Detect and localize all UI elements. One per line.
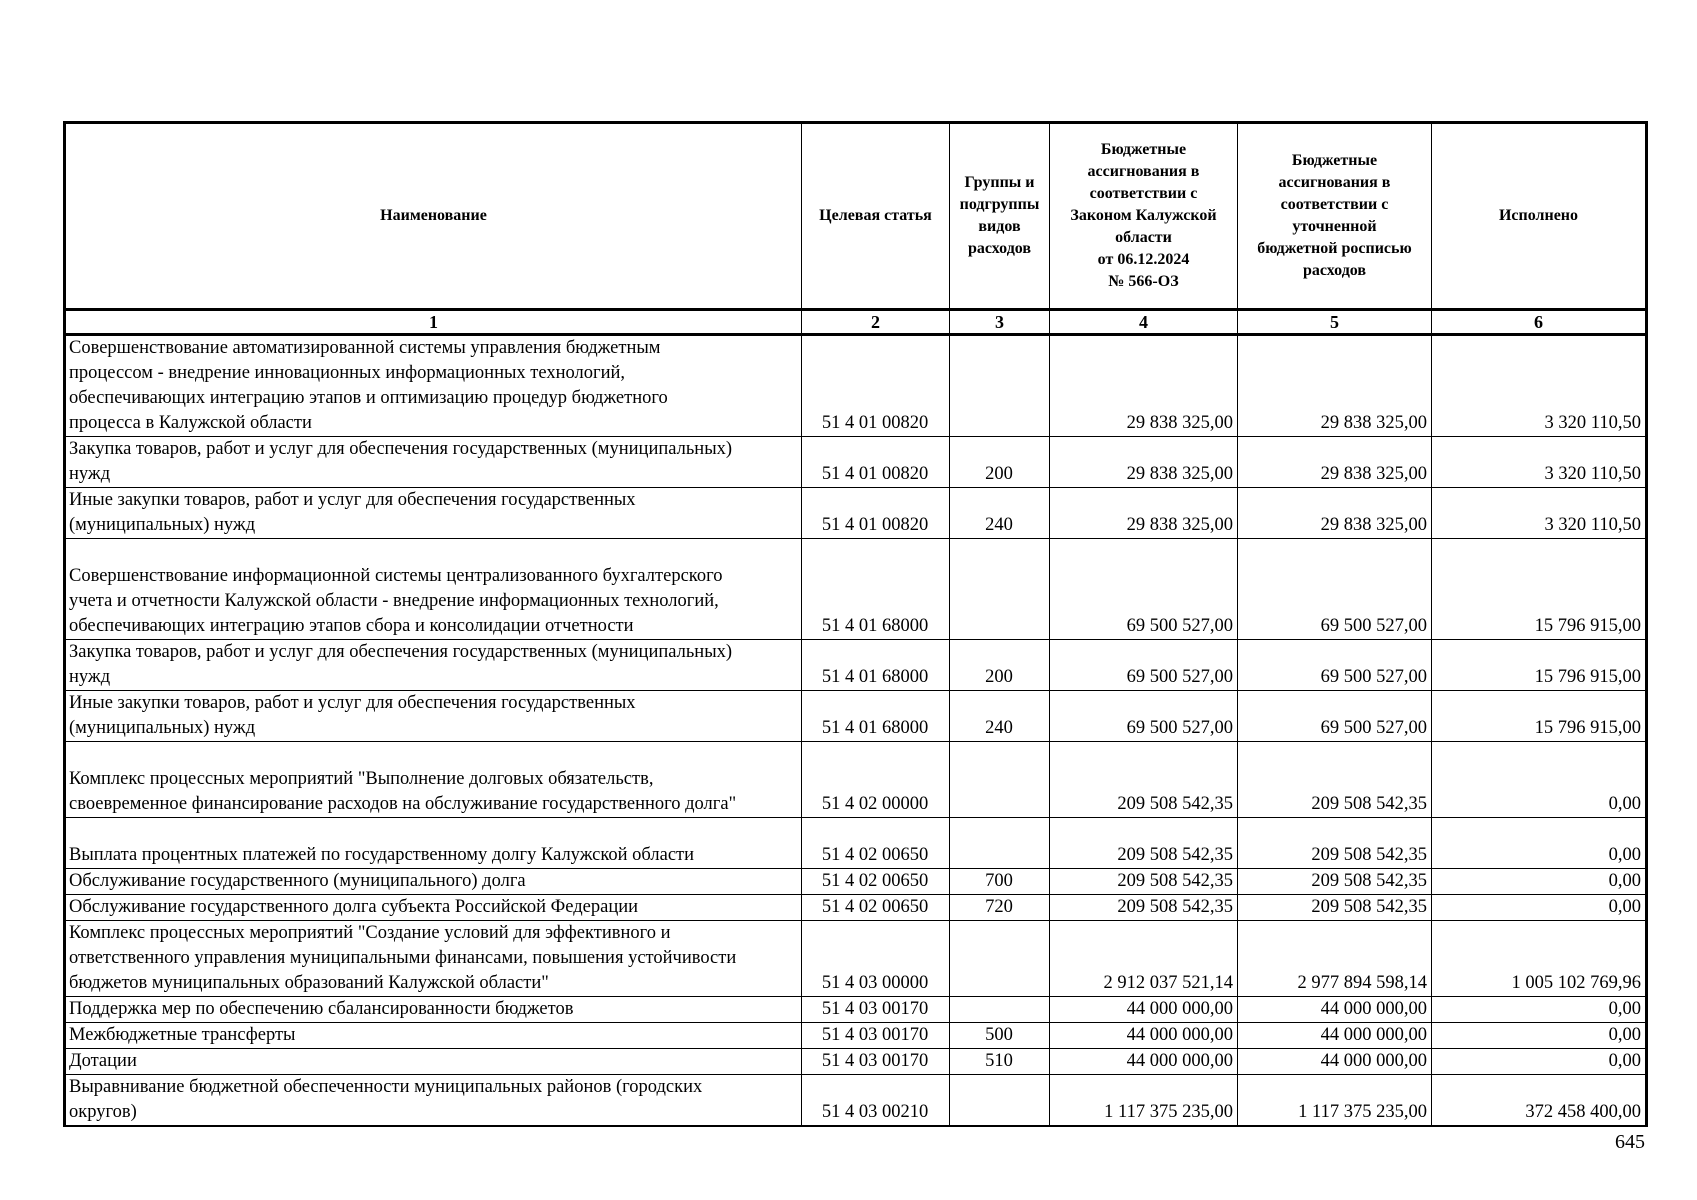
row-name <box>65 437 802 488</box>
row-name-line: нужд <box>69 667 111 687</box>
row-law-amount: 209 508 542,35 <box>1050 895 1238 921</box>
row-name <box>65 895 802 921</box>
row-name-line: Совершенствование автоматизированной системы управления бюджетным <box>69 338 661 358</box>
row-law-amount: 29 838 325,00 <box>1050 335 1238 437</box>
row-name-line: ответственного управления муниципальными финансами, повышения устойчивости <box>69 948 737 968</box>
column-number: 1 <box>65 310 802 335</box>
header-groups-line: Группы и <box>964 174 1035 191</box>
header-target-article: Целевая статья <box>802 123 950 310</box>
header-executed: Исполнено <box>1432 123 1647 310</box>
header-refined-line: соответствии с <box>1280 196 1389 213</box>
row-refined-amount: 69 500 527,00 <box>1238 640 1432 691</box>
row-name <box>65 1049 802 1075</box>
row-name-line <box>69 818 797 843</box>
row-target-article: 51 4 03 00170 <box>802 1049 950 1075</box>
row-law-amount: 69 500 527,00 <box>1050 691 1238 742</box>
header-refined-line: Бюджетные <box>1291 152 1378 169</box>
row-refined-amount: 1 117 375 235,00 <box>1238 1075 1432 1127</box>
row-target-article: 51 4 02 00650 <box>802 818 950 869</box>
row-law-amount: 69 500 527,00 <box>1050 539 1238 640</box>
row-group: 500 <box>950 1023 1050 1049</box>
row-executed-amount: 372 458 400,00 <box>1432 1075 1647 1127</box>
row-name <box>65 640 802 691</box>
row-target-article: 51 4 03 00210 <box>802 1075 950 1127</box>
row-law-amount: 29 838 325,00 <box>1050 488 1238 539</box>
row-group: 700 <box>950 869 1050 895</box>
row-executed-amount: 0,00 <box>1432 818 1647 869</box>
row-name-line <box>69 742 797 767</box>
row-law-amount: 209 508 542,35 <box>1050 818 1238 869</box>
row-group <box>950 921 1050 997</box>
row-target-article: 51 4 01 68000 <box>802 539 950 640</box>
column-number: 5 <box>1238 310 1432 335</box>
row-target-article: 51 4 01 00820 <box>802 335 950 437</box>
row-name-line: процессом - внедрение инновационных информационных технологий, <box>69 363 625 383</box>
header-groups-line: видов <box>978 218 1021 235</box>
row-refined-amount: 209 508 542,35 <box>1238 869 1432 895</box>
budget-table <box>63 121 1648 1127</box>
row-name-line: Закупка товаров, работ и услуг для обеспечения государственных (муниципальных) <box>69 439 733 459</box>
row-name-line: Комплекс процессных мероприятий "Выполнение долговых обязательств, <box>69 769 654 789</box>
table-row <box>65 1075 1647 1127</box>
row-name-line: Обслуживание государственного долга субъекта Российской Федерации <box>69 897 639 917</box>
row-executed-amount: 15 796 915,00 <box>1432 691 1647 742</box>
row-name-line: округов) <box>69 1102 137 1122</box>
row-group: 200 <box>950 437 1050 488</box>
row-refined-amount: 44 000 000,00 <box>1238 997 1432 1023</box>
row-target-article: 51 4 02 00000 <box>802 742 950 818</box>
table-body <box>65 335 1647 1127</box>
header-law-line: ассигнования в <box>1087 163 1200 180</box>
row-executed-amount: 0,00 <box>1432 1023 1647 1049</box>
table-row <box>65 818 1647 869</box>
row-group <box>950 1075 1050 1127</box>
header-groups-line: подгруппы <box>959 196 1040 213</box>
header-refined-line: расходов <box>1302 262 1367 279</box>
column-number: 6 <box>1432 310 1647 335</box>
row-name-line: Поддержка мер по обеспечению сбалансированности бюджетов <box>69 999 574 1019</box>
row-refined-amount: 209 508 542,35 <box>1238 895 1432 921</box>
row-name <box>65 488 802 539</box>
page-number: 645 <box>1615 1131 1645 1153</box>
row-law-amount: 2 912 037 521,14 <box>1050 921 1238 997</box>
row-law-amount: 29 838 325,00 <box>1050 437 1238 488</box>
row-executed-amount: 0,00 <box>1432 997 1647 1023</box>
row-executed-amount: 0,00 <box>1432 1049 1647 1075</box>
row-refined-amount: 69 500 527,00 <box>1238 539 1432 640</box>
header-refined-line: бюджетной росписью <box>1257 240 1412 257</box>
table-row <box>65 921 1647 997</box>
header-name: Наименование <box>65 123 802 310</box>
row-refined-amount: 29 838 325,00 <box>1238 488 1432 539</box>
row-name <box>65 691 802 742</box>
row-name <box>65 335 802 437</box>
row-name-line: своевременное финансирование расходов на обслуживание государственного долга" <box>69 794 737 814</box>
row-name <box>65 921 802 997</box>
row-executed-amount: 3 320 110,50 <box>1432 437 1647 488</box>
row-refined-amount: 29 838 325,00 <box>1238 335 1432 437</box>
row-group: 240 <box>950 488 1050 539</box>
row-group <box>950 539 1050 640</box>
table-row <box>65 437 1647 488</box>
header-law-line: Законом Калужской <box>1070 207 1217 224</box>
row-target-article: 51 4 03 00170 <box>802 997 950 1023</box>
row-name-line: нужд <box>69 464 111 484</box>
header-law-line: области <box>1115 229 1172 246</box>
row-name-line: Совершенствование информационной системы централизованного бухгалтерского <box>69 566 723 586</box>
table-row <box>65 1023 1647 1049</box>
row-law-amount: 209 508 542,35 <box>1050 742 1238 818</box>
row-executed-amount: 3 320 110,50 <box>1432 335 1647 437</box>
row-group: 510 <box>950 1049 1050 1075</box>
row-name-line: Межбюджетные трансферты <box>69 1025 296 1045</box>
row-executed-amount: 15 796 915,00 <box>1432 539 1647 640</box>
column-number: 4 <box>1050 310 1238 335</box>
row-target-article: 51 4 02 00650 <box>802 895 950 921</box>
row-refined-amount: 44 000 000,00 <box>1238 1023 1432 1049</box>
row-name-line: Закупка товаров, работ и услуг для обеспечения государственных (муниципальных) <box>69 642 733 662</box>
row-name-line: обеспечивающих интеграцию этапов и оптимизацию процедур бюджетного <box>69 388 668 408</box>
table-row <box>65 335 1647 437</box>
column-number: 2 <box>802 310 950 335</box>
row-group <box>950 818 1050 869</box>
row-target-article: 51 4 01 68000 <box>802 640 950 691</box>
row-target-article: 51 4 03 00000 <box>802 921 950 997</box>
row-name-line: Иные закупки товаров, работ и услуг для обеспечения государственных <box>69 490 636 510</box>
row-executed-amount: 0,00 <box>1432 869 1647 895</box>
table-row <box>65 539 1647 640</box>
row-refined-amount: 209 508 542,35 <box>1238 818 1432 869</box>
table-row <box>65 1049 1647 1075</box>
row-name <box>65 539 802 640</box>
row-group: 240 <box>950 691 1050 742</box>
row-name <box>65 1075 802 1127</box>
header-refined-line: ассигнования в <box>1278 174 1391 191</box>
column-number-row <box>65 310 1647 335</box>
row-executed-amount: 1 005 102 769,96 <box>1432 921 1647 997</box>
row-executed-amount: 0,00 <box>1432 895 1647 921</box>
row-executed-amount: 15 796 915,00 <box>1432 640 1647 691</box>
row-name-line: (муниципальных) нужд <box>69 515 256 535</box>
header-groups <box>950 123 1050 310</box>
row-target-article: 51 4 01 00820 <box>802 488 950 539</box>
row-target-article: 51 4 01 00820 <box>802 437 950 488</box>
row-name-line: Выравнивание бюджетной обеспеченности муниципальных районов (городских <box>69 1077 703 1097</box>
table-row <box>65 742 1647 818</box>
row-target-article: 51 4 03 00170 <box>802 1023 950 1049</box>
row-name-line: процесса в Калужской области <box>69 413 312 433</box>
row-name-line: Дотации <box>69 1051 137 1071</box>
row-target-article: 51 4 01 68000 <box>802 691 950 742</box>
row-law-amount: 1 117 375 235,00 <box>1050 1075 1238 1127</box>
row-law-amount: 44 000 000,00 <box>1050 997 1238 1023</box>
header-law-line: соответствии с <box>1089 185 1198 202</box>
row-name <box>65 818 802 869</box>
row-name <box>65 869 802 895</box>
row-executed-amount: 0,00 <box>1432 742 1647 818</box>
row-group <box>950 742 1050 818</box>
table-row <box>65 997 1647 1023</box>
row-name <box>65 742 802 818</box>
header-refined <box>1238 123 1432 310</box>
row-refined-amount: 209 508 542,35 <box>1238 742 1432 818</box>
table-row <box>65 691 1647 742</box>
column-number: 3 <box>950 310 1050 335</box>
row-executed-amount: 3 320 110,50 <box>1432 488 1647 539</box>
row-refined-amount: 69 500 527,00 <box>1238 691 1432 742</box>
row-refined-amount: 2 977 894 598,14 <box>1238 921 1432 997</box>
row-target-article: 51 4 02 00650 <box>802 869 950 895</box>
header-groups-line: расходов <box>967 240 1032 257</box>
row-name-line: Выплата процентных платежей по государственному долгу Калужской области <box>69 845 695 865</box>
row-law-amount: 209 508 542,35 <box>1050 869 1238 895</box>
table-row <box>65 869 1647 895</box>
header-law-line: № 566-ОЗ <box>1108 273 1179 290</box>
header-law-line: от 06.12.2024 <box>1097 251 1190 268</box>
header-law-line: Бюджетные <box>1100 141 1187 158</box>
table-row <box>65 640 1647 691</box>
row-group: 200 <box>950 640 1050 691</box>
row-law-amount: 44 000 000,00 <box>1050 1023 1238 1049</box>
table-row <box>65 895 1647 921</box>
row-law-amount: 69 500 527,00 <box>1050 640 1238 691</box>
row-group: 720 <box>950 895 1050 921</box>
row-name <box>65 1023 802 1049</box>
row-name-line <box>69 539 797 564</box>
row-name-line: Иные закупки товаров, работ и услуг для обеспечения государственных <box>69 693 636 713</box>
row-name-line: Комплекс процессных мероприятий "Создание условий для эффективного и <box>69 923 671 943</box>
row-refined-amount: 44 000 000,00 <box>1238 1049 1432 1075</box>
row-name-line: (муниципальных) нужд <box>69 718 256 738</box>
row-name-line: учета и отчетности Калужской области - внедрение информационных технологий, <box>69 591 719 611</box>
row-refined-amount: 29 838 325,00 <box>1238 437 1432 488</box>
header-refined-line: уточненной <box>1292 218 1377 235</box>
table-row <box>65 488 1647 539</box>
header-row <box>65 123 1647 310</box>
row-law-amount: 44 000 000,00 <box>1050 1049 1238 1075</box>
row-group <box>950 335 1050 437</box>
header-law <box>1050 123 1238 310</box>
row-name-line: Обслуживание государственного (муниципального) долга <box>69 871 526 891</box>
row-name <box>65 997 802 1023</box>
row-name-line: обеспечивающих интеграцию этапов сбора и консолидации отчетности <box>69 616 634 636</box>
row-group <box>950 997 1050 1023</box>
row-name-line: бюджетов муниципальных образований Калужской области" <box>69 973 549 993</box>
